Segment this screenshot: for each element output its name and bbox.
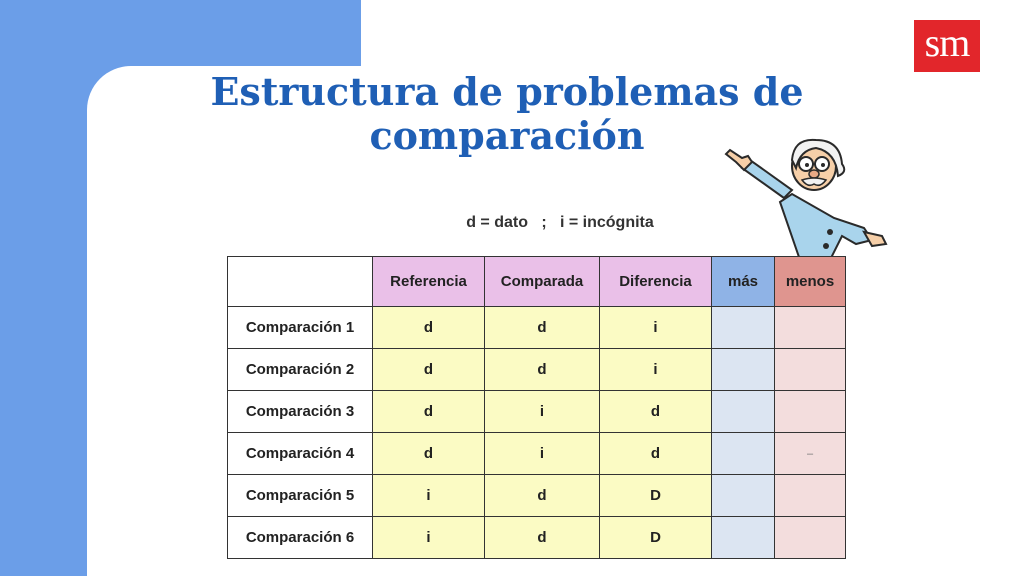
row-label: Comparación 2 — [228, 349, 373, 391]
row-label: Comparación 6 — [228, 517, 373, 559]
cell-referencia: i — [373, 517, 485, 559]
cell-referencia: i — [373, 475, 485, 517]
table-row — [228, 433, 846, 475]
cell-menos — [775, 517, 846, 559]
cell-mas — [712, 391, 775, 433]
page-title: Estructura de problemas de comparación — [210, 69, 804, 158]
row-label: Comparación 5 — [228, 475, 373, 517]
cell-comparada: i — [485, 391, 600, 433]
cell-comparada: d — [485, 517, 600, 559]
table-corner — [228, 257, 373, 307]
table-row — [228, 517, 846, 559]
cell-diferencia: D — [600, 517, 712, 559]
cell-menos — [775, 307, 846, 349]
cell-mas — [712, 349, 775, 391]
sm-logo-icon: sm — [914, 20, 980, 72]
cell-comparada: d — [485, 349, 600, 391]
cell-comparada: d — [485, 307, 600, 349]
header-diferencia: Diferencia — [600, 257, 712, 307]
header-referencia: Referencia — [373, 257, 485, 307]
cell-mas — [712, 433, 775, 475]
row-label: Comparación 1 — [228, 307, 373, 349]
table-row — [228, 307, 846, 349]
cell-diferencia: D — [600, 475, 712, 517]
cell-menos — [775, 349, 846, 391]
cell-referencia: d — [373, 433, 485, 475]
table-row — [228, 391, 846, 433]
cell-diferencia: d — [600, 433, 712, 475]
cell-referencia: d — [373, 391, 485, 433]
cell-mas — [712, 307, 775, 349]
header-mas: más — [712, 257, 775, 307]
cell-menos — [775, 475, 846, 517]
cell-diferencia: d — [600, 391, 712, 433]
cell-mas — [712, 517, 775, 559]
header-comparada: Comparada — [485, 257, 600, 307]
row-label: Comparación 3 — [228, 391, 373, 433]
table-row — [228, 475, 846, 517]
cell-comparada: d — [485, 475, 600, 517]
cell-menos — [775, 391, 846, 433]
header-menos: menos — [775, 257, 846, 307]
table-header-row — [228, 257, 846, 307]
professor-pointing-icon — [722, 132, 892, 260]
table-row — [228, 349, 846, 391]
cell-menos: – — [775, 433, 846, 475]
row-label: Comparación 4 — [228, 433, 373, 475]
comparison-table — [227, 256, 846, 559]
cell-referencia: d — [373, 349, 485, 391]
cell-comparada: i — [485, 433, 600, 475]
cell-diferencia: i — [600, 349, 712, 391]
cell-referencia: d — [373, 307, 485, 349]
cell-diferencia: i — [600, 307, 712, 349]
cell-mas — [712, 475, 775, 517]
legend-text: d = dato ; i = incógnita — [466, 214, 654, 231]
